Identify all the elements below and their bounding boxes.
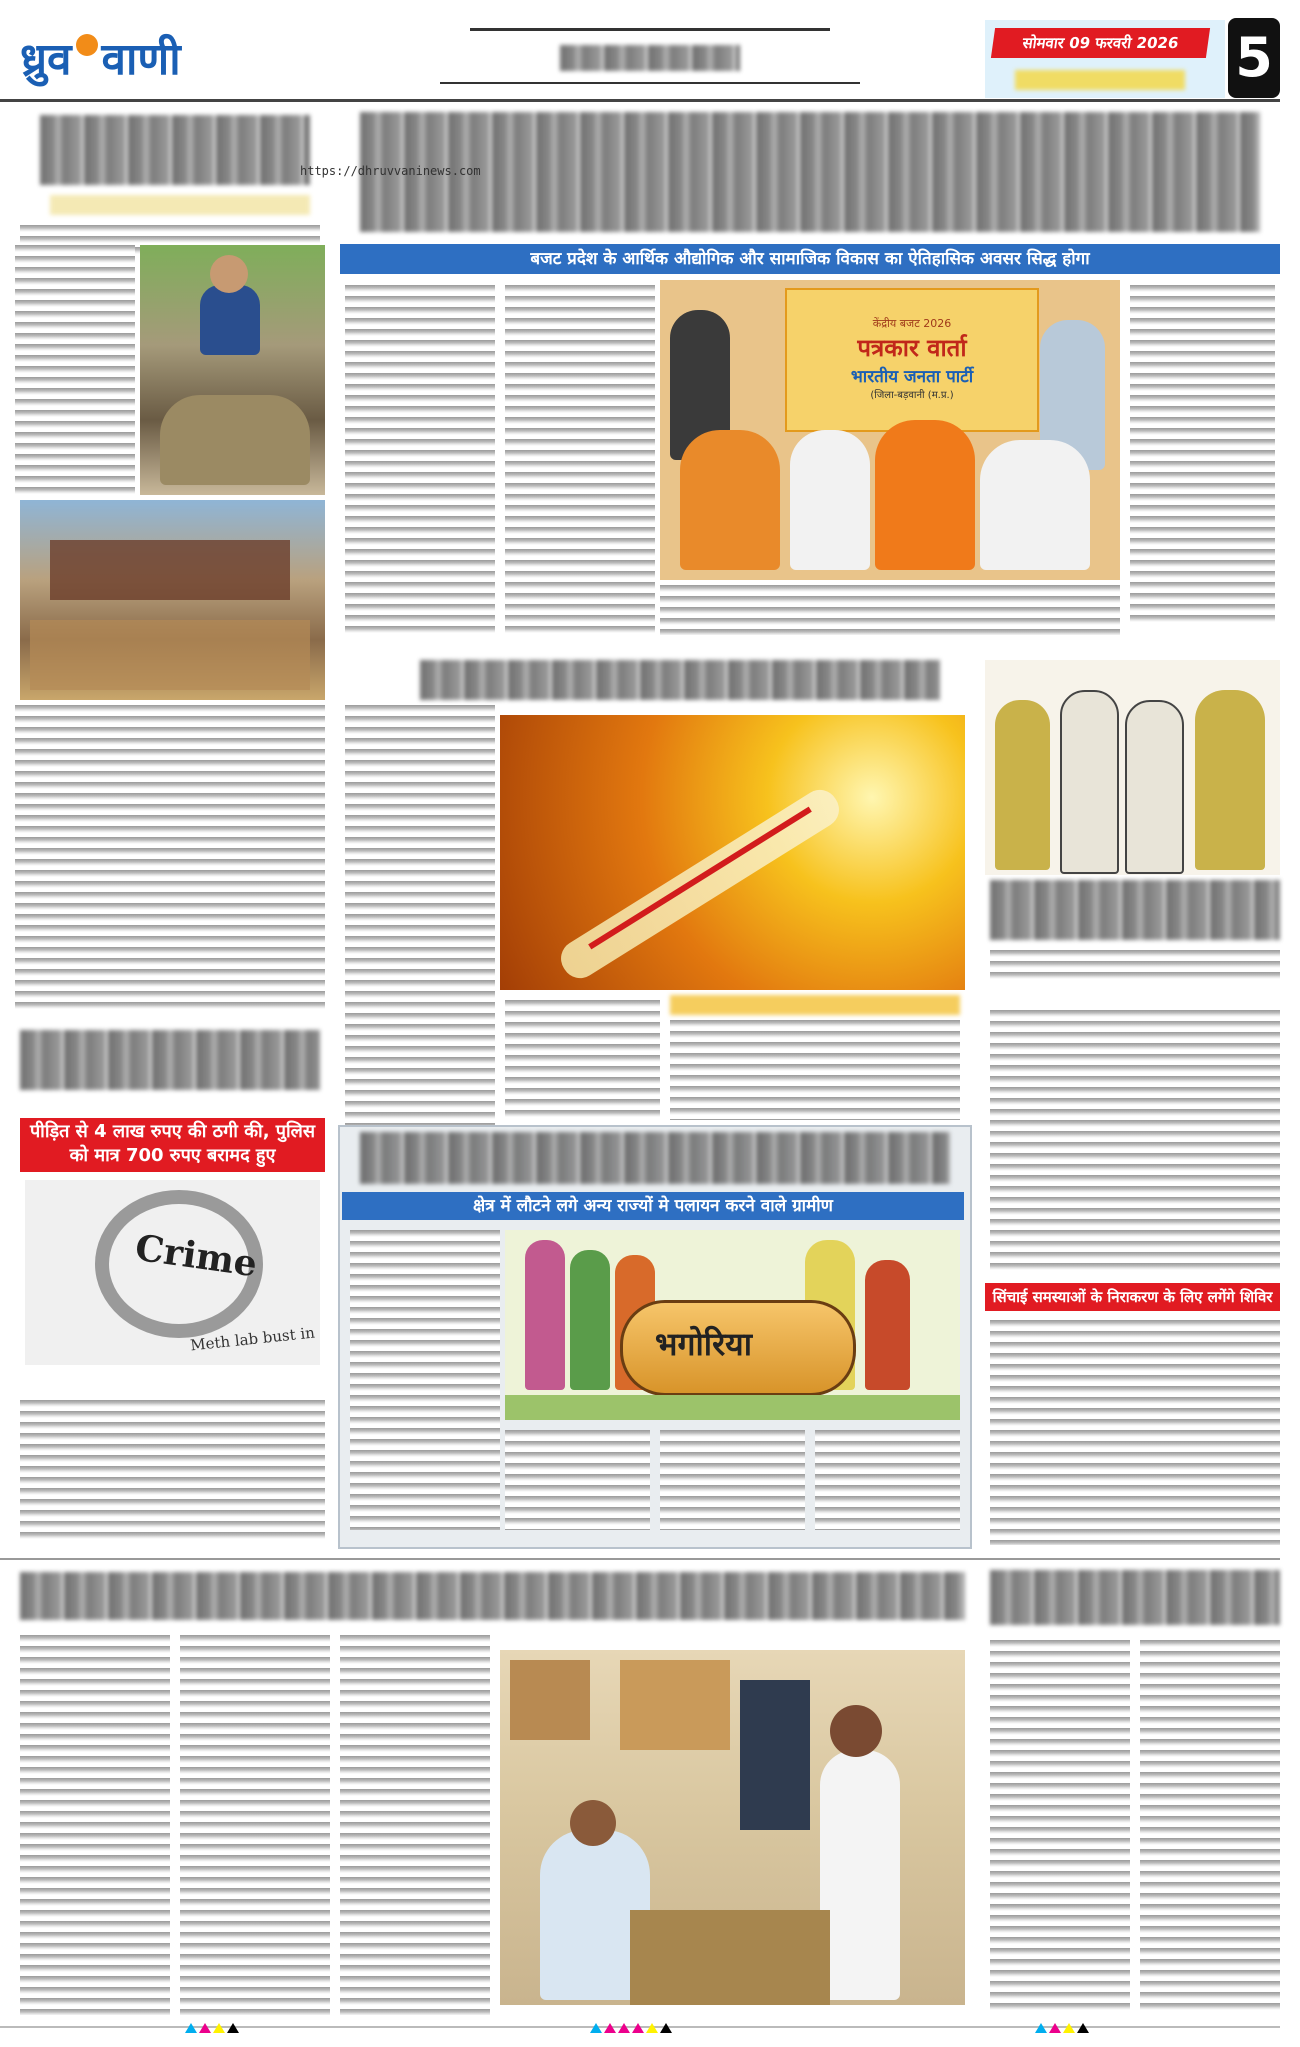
press-conference-photo [660, 280, 1120, 580]
market-photo [20, 500, 325, 700]
logo-part-1: ध्रुव [20, 34, 72, 85]
website-url: https://dhruvvaninews.com [300, 164, 481, 178]
migration-text-2 [660, 1430, 805, 1530]
bhagoria-illustration [505, 1230, 960, 1420]
masthead-divider [0, 99, 1280, 102]
crime-caption: Meth lab bust in [189, 1323, 316, 1355]
weather-table-title [670, 995, 960, 1015]
police-headline [990, 880, 1280, 940]
migration-subhead: क्षेत्र में लौटने लगे अन्य राज्यों मे पलायन करने वाले ग्रामीण [342, 1192, 964, 1220]
budget-subhead: बजट प्रदेश के आर्थिक औद्योगिक और सामाजिक विकास का ऐतिहासिक अवसर सिद्ध होगा [340, 244, 1280, 274]
logo [20, 30, 260, 90]
right-column-text-1 [990, 1010, 1280, 1270]
bhagoria-word: भगोरिया [655, 1325, 753, 1363]
masthead [0, 0, 1300, 100]
police-text [990, 950, 1280, 980]
budget-text-col-1 [345, 285, 495, 635]
migration-text-left [350, 1230, 500, 1530]
migration-text-1 [505, 1430, 650, 1530]
bottom-divider [0, 1558, 1280, 1560]
police-illustration [985, 660, 1280, 875]
heat-headline [420, 660, 940, 700]
migration-text-3 [815, 1430, 960, 1530]
left-column-text-2 [15, 705, 325, 1010]
heat-text-mid [505, 1000, 660, 1120]
press-banner-main: पत्रकार वार्ता [857, 334, 967, 362]
masthead-tagline [560, 45, 740, 71]
registration-marks-center [590, 2018, 674, 2037]
crime-word: Crime [132, 1226, 260, 1286]
left-mid-headline [20, 1030, 320, 1090]
bottom-text-col-2 [180, 1635, 330, 2015]
fraud-headline: पीड़ित से 4 लाख रुपए की ठगी की, पुलिस को मात्र 700 रुपए बरामद हुए [20, 1118, 325, 1172]
registration-marks-left [185, 2018, 241, 2037]
budget-text-bottom [660, 585, 1120, 635]
date-badge: सोमवार 09 फरवरी 2026 [991, 28, 1210, 58]
bottom-text-col-3 [340, 1635, 490, 2015]
budget-text-col-3 [1130, 285, 1275, 625]
crime-photo [25, 1180, 320, 1365]
office-photo [500, 1650, 965, 2005]
press-banner [785, 288, 1039, 432]
press-banner-title: केंद्रीय बजट 2026 [872, 317, 952, 330]
masthead-rule-bottom [440, 82, 860, 84]
farmer-photo [140, 245, 325, 495]
weather-table [670, 1020, 960, 1120]
bottom-right-headline [990, 1570, 1280, 1625]
press-banner-party: भारतीय जनता पार्टी [850, 367, 974, 387]
irrigation-headline: सिंचाई समस्याओं के निराकरण के लिए लगेंगे शिविर [985, 1283, 1280, 1311]
left-top-headline [40, 115, 310, 185]
budget-text-col-2 [505, 285, 655, 635]
bottom-right-text-1 [990, 1640, 1130, 2010]
page-number: 5 [1228, 18, 1280, 98]
heat-text-left [345, 705, 495, 1125]
press-banner-place: (जिला-बड़वानी (म.प्र.) [870, 390, 954, 401]
bottom-text-col-1 [20, 1635, 170, 2015]
logo-part-2: वाणी [101, 34, 181, 85]
bottom-headline [20, 1572, 965, 1620]
left-top-subhead [50, 195, 310, 215]
bottom-right-text-2 [1140, 1640, 1280, 2010]
migration-headline [360, 1132, 950, 1184]
irrigation-text [990, 1320, 1280, 1545]
thermometer-photo [500, 715, 965, 990]
sun-icon [76, 34, 98, 56]
website-badge [1015, 70, 1185, 90]
date-badge-area [985, 20, 1225, 98]
fraud-text [20, 1400, 325, 1540]
left-column-text-1 [15, 245, 135, 495]
registration-marks-right [1035, 2018, 1091, 2037]
masthead-rule-top [470, 28, 830, 31]
footer-bar [0, 2018, 1280, 2038]
